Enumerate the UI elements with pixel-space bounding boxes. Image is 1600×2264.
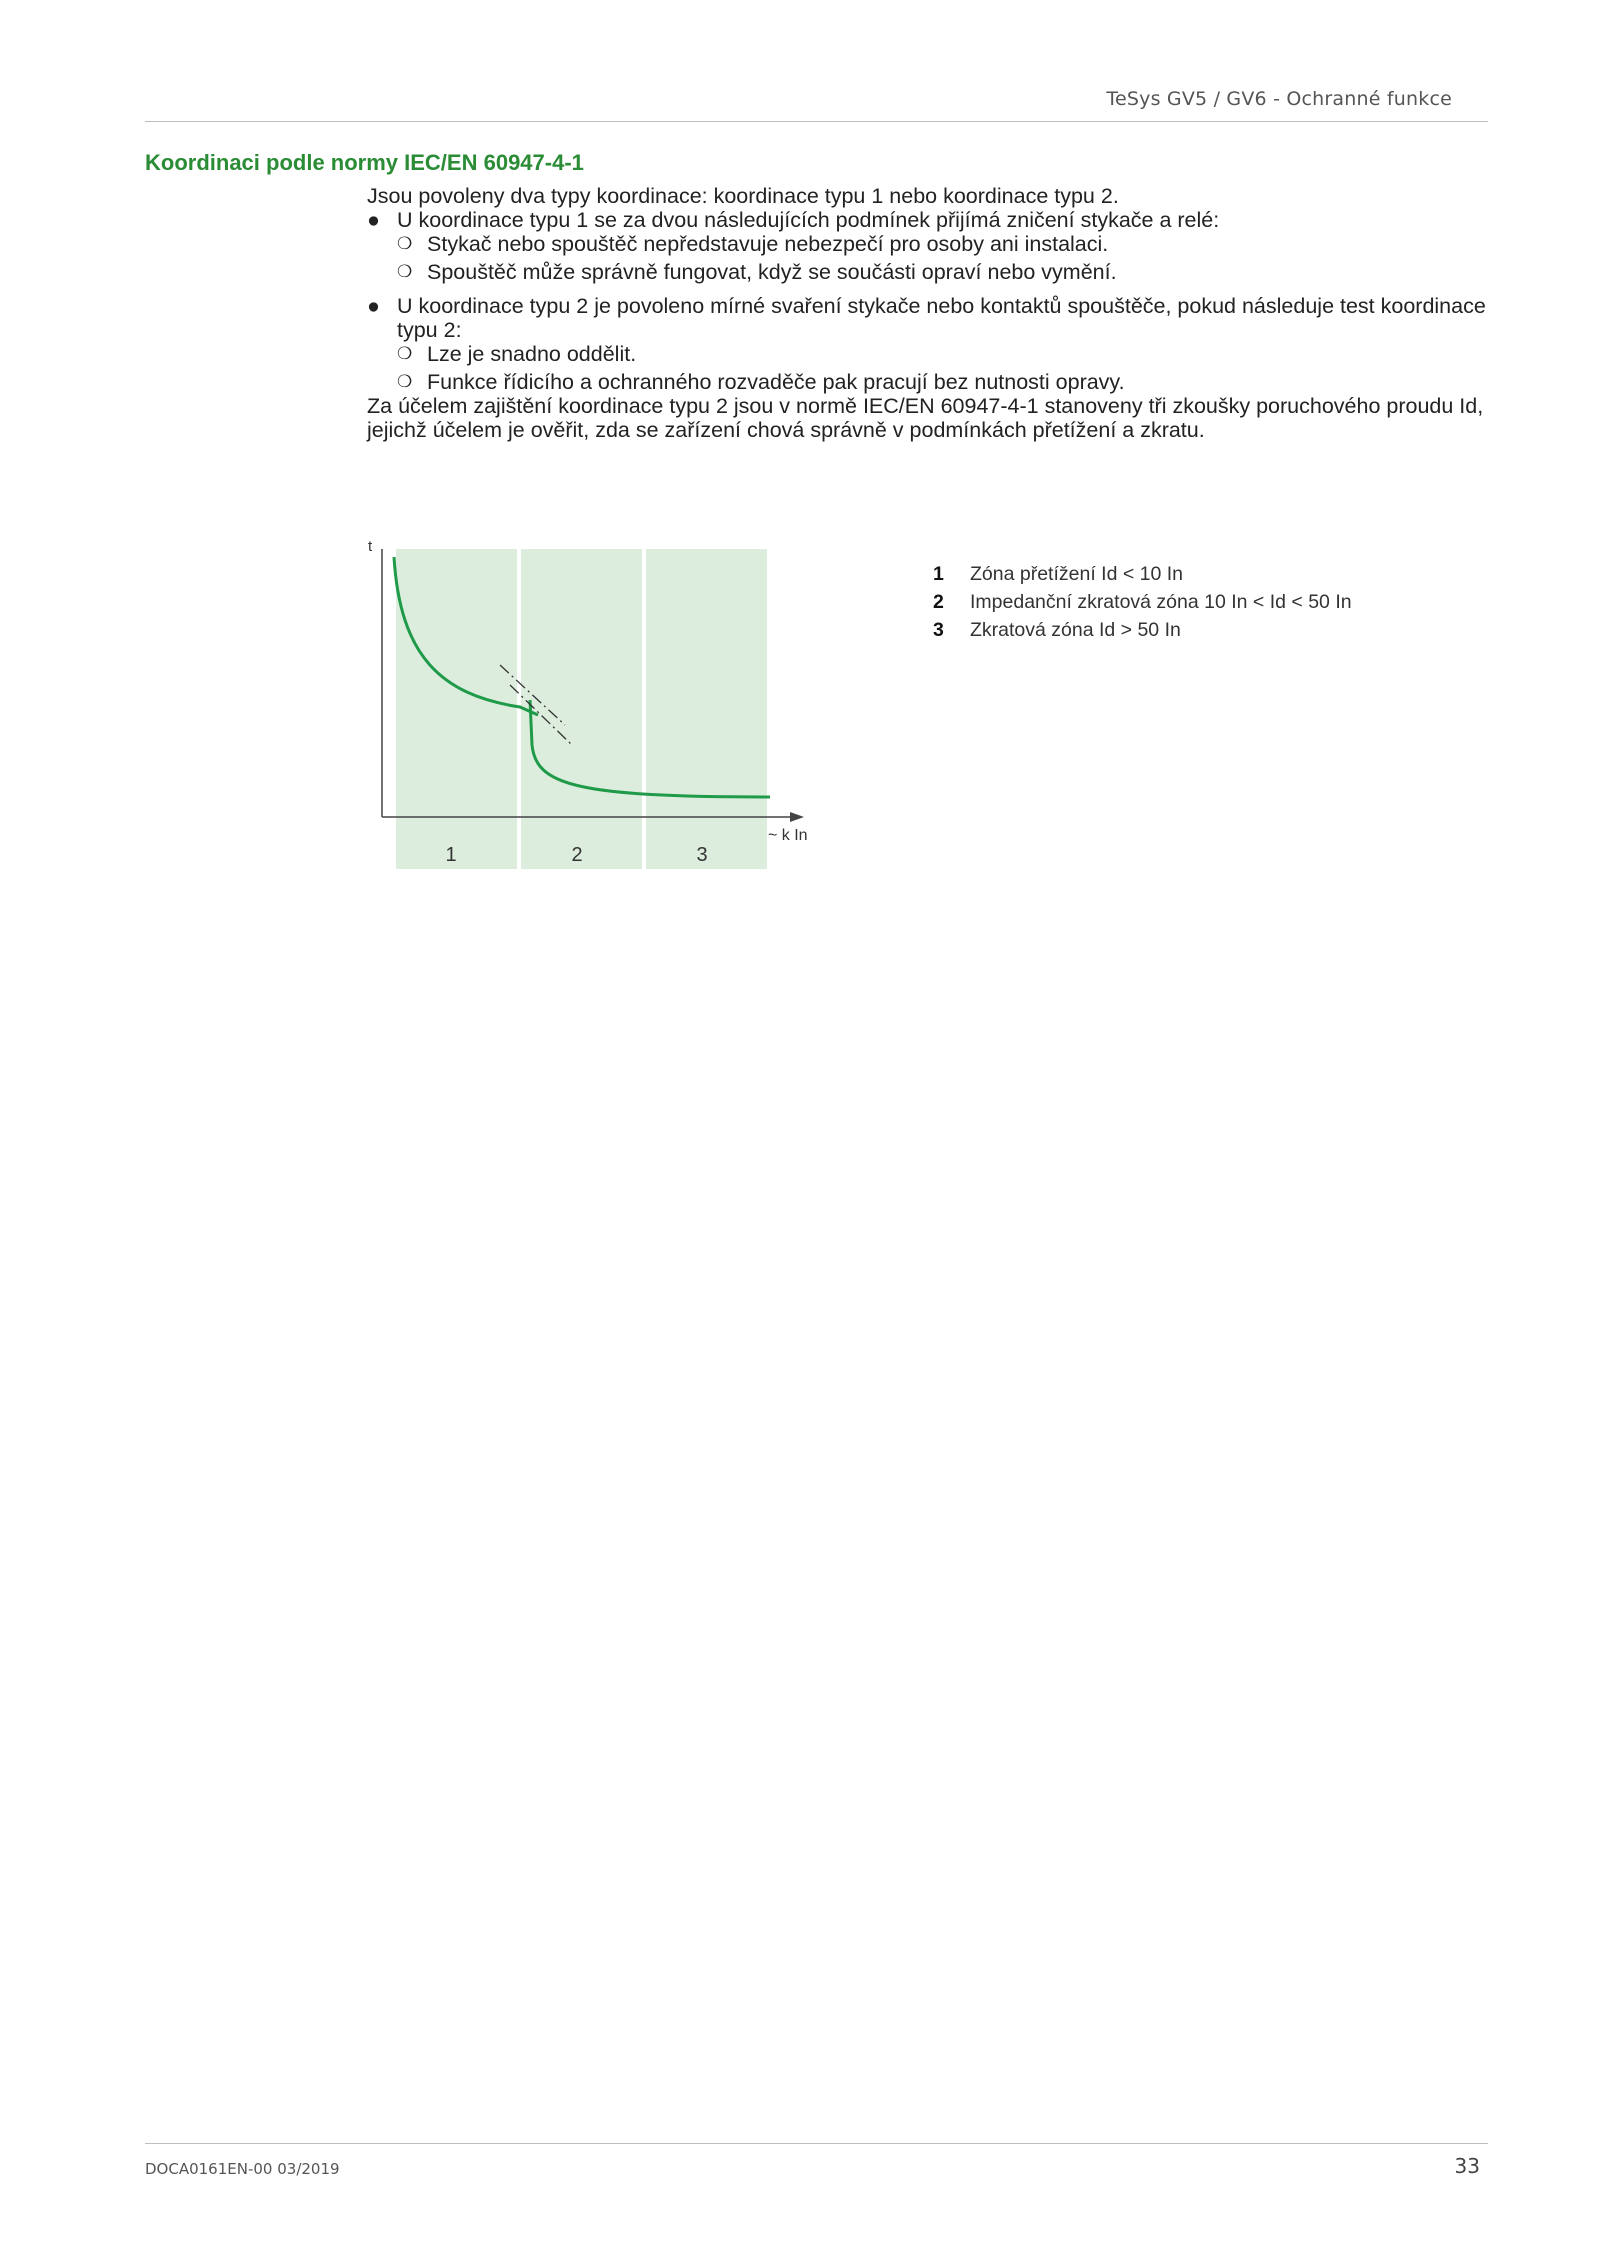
diagram-legend (933, 560, 1352, 644)
sub-item (367, 370, 1487, 394)
closing-paragraph: Za účelem zajištění koordinace typu 2 jsou v normě IEC/EN 60947-4-1 stanoveny tři zkoušky poruchového proudu Id, jejichž účelem je ověřit, zda se zařízení chová správně v podmínkách přetížení a zkratu. (367, 394, 1484, 442)
x-axis-arrow-icon (790, 812, 804, 822)
sub-item (367, 342, 1487, 366)
zone-label-2: 2 (571, 844, 583, 866)
zone-label-1: 1 (445, 844, 457, 866)
footer-divider (145, 2143, 1488, 2144)
sub-item-text: Spouštěč může správně fungovat, když se součásti opraví nebo vymění. (427, 260, 1117, 284)
sub-item-text: Stykač nebo spouštěč nepředstavuje nebezpečí pro osoby ani instalaci. (427, 232, 1109, 256)
coordination-diagram-svg (360, 535, 830, 880)
sub-item (367, 232, 1487, 256)
sub-item-text: Funkce řídicího a ochranného rozvaděče pak pracují bez nutnosti opravy. (427, 370, 1125, 394)
header-divider (145, 121, 1488, 122)
footer-document-code: DOCA0161EN-00 03/2019 (145, 2160, 340, 2178)
legend-number: 1 (933, 562, 944, 585)
section-heading: Koordinaci podle normy IEC/EN 60947-4-1 (145, 150, 584, 175)
bullet-dot-icon: ● (367, 208, 380, 232)
sub-item (367, 260, 1487, 284)
bullet-type2-text: U koordinace typu 2 je povoleno mírné svaření stykače nebo kontaktů spouštěče, pokud následuje test koordinace typu 2: (397, 294, 1486, 342)
bullet-type1 (367, 208, 1487, 232)
x-axis-label: ~ k In (768, 827, 808, 844)
header-title: TeSys GV5 / GV6 - Ochranné funkce (1106, 88, 1452, 110)
bullet-type2 (367, 294, 1487, 342)
page-number: 33 (1454, 2154, 1480, 2178)
sub-circle-icon: ❍ (397, 262, 413, 281)
sub-circle-icon: ❍ (397, 234, 413, 253)
coordination-diagram (360, 535, 830, 880)
zone-1-band (396, 549, 517, 869)
legend-number: 2 (933, 590, 944, 613)
bullet-dot-icon: ● (367, 294, 380, 318)
legend-number: 3 (933, 618, 944, 641)
body-text (367, 184, 1487, 442)
legend-item (933, 560, 1352, 588)
bullet-type1-text: U koordinace typu 1 se za dvou následujících podmínek přijímá zničení stykače a relé: (397, 208, 1220, 232)
zone-label-3: 3 (696, 844, 708, 866)
sub-circle-icon: ❍ (397, 372, 413, 391)
legend-item (933, 616, 1352, 644)
y-axis-label: t (368, 538, 373, 555)
zone-3-band (646, 549, 767, 869)
legend-text: Zkratová zóna Id > 50 In (970, 618, 1181, 641)
intro-paragraph: Jsou povoleny dva typy koordinace: koordinace typu 1 nebo koordinace typu 2. (367, 184, 1119, 208)
legend-item (933, 588, 1352, 616)
legend-text: Impedanční zkratová zóna 10 In < Id < 50 In (970, 590, 1352, 613)
sub-circle-icon: ❍ (397, 344, 413, 363)
legend-text: Zóna přetížení Id < 10 In (970, 562, 1184, 585)
zone-2-band (521, 549, 642, 869)
sub-item-text: Lze je snadno oddělit. (427, 342, 637, 366)
